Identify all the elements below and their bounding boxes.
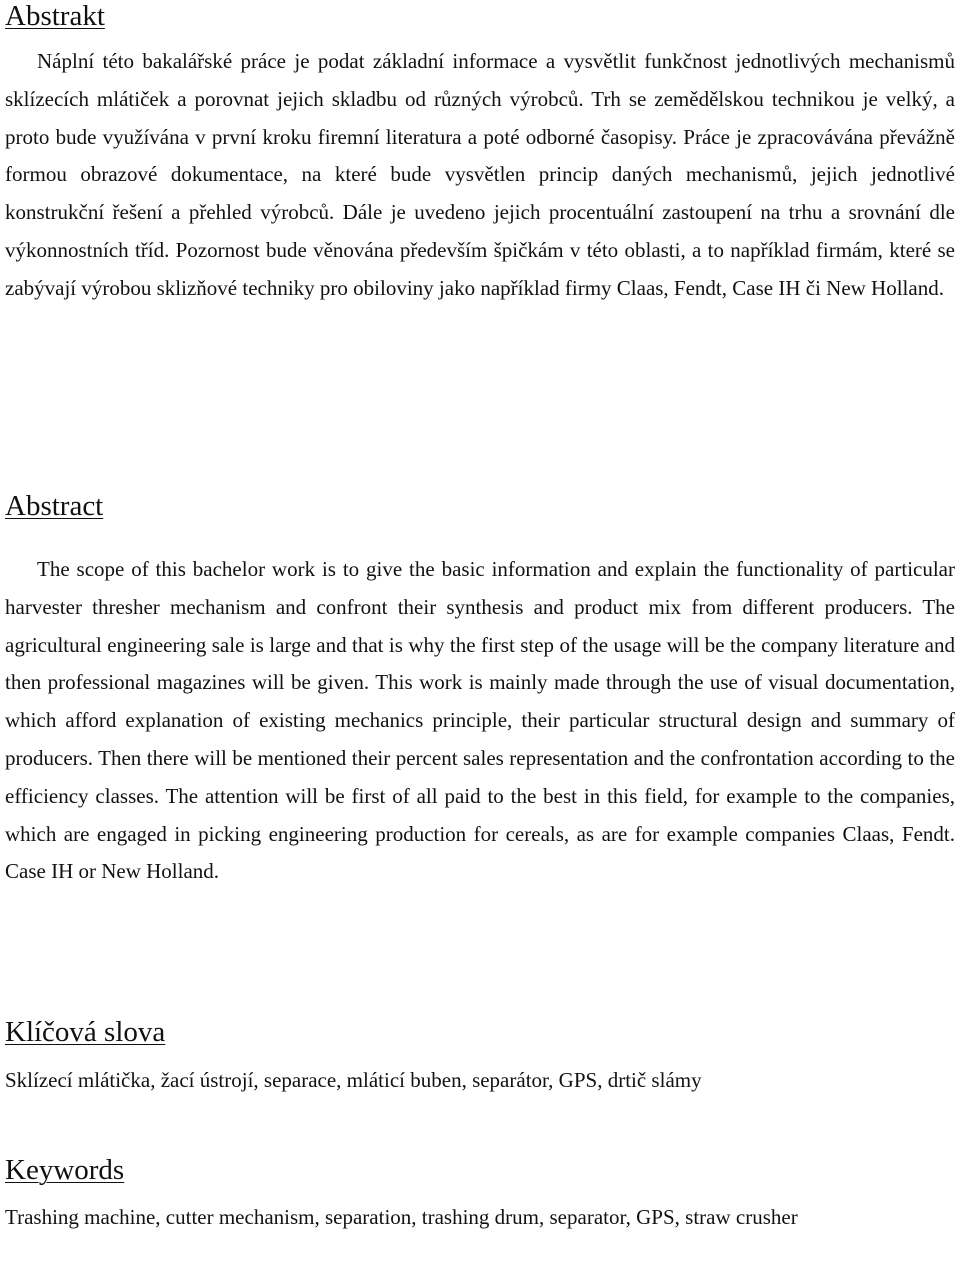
klicova-slova-section xyxy=(5,1016,955,1100)
klicova-slova-text: Sklízecí mlátička, žací ústrojí, separace, mláticí buben, separátor, GPS, drtič slámy xyxy=(5,1068,702,1092)
abstrakt-heading: Abstrakt xyxy=(5,0,105,32)
abstract-heading: Abstract xyxy=(5,490,104,522)
keywords-text: Trashing machine, cutter mechanism, separation, trashing drum, separator, GPS, straw crusher xyxy=(5,1205,798,1229)
klicova-slova-heading: Klíčová slova xyxy=(5,1016,166,1048)
abstrakt-paragraph: Náplní této bakalářské práce je podat základní informace a vysvětlit funkčnost jednotlivých mechanismů sklízecích mlátiček a porovnat jejich skladbu od různých výrobců. Trh se zemědělskou technikou je velký, a proto bude využívána v první kroku firemní literatura a poté odborné časopisy. Práce je zpracovávána převážně formou obrazové dokumentace, na které bude vysvětlen princip daných mechanismů, jejich jednotlivé konstrukční řešení a přehled výrobců. Dále je uvedeno jejich procentuální zastoupení na trhu a srovnání dle výkonnostních tříd. Pozornost bude věnována především špičkám v této oblasti, a to například firmám, které se zabývají výrobou sklizňové techniky pro obiloviny jako například firmy Claas, Fendt, Case IH či New Holland. xyxy=(5,49,955,300)
abstract-paragraph: The scope of this bachelor work is to give the basic information and explain the functionality of particular harvester thresher mechanism and confront their synthesis and product mix from different producers. The agricultural engineering sale is large and that is why the first step of the usage will be the company literature and then professional magazines will be given. This work is mainly made through the use of visual documentation, which afford explanation of existing mechanics principle, their particular structural design and summary of producers. Then there will be mentioned their percent sales representation and the confrontation according to the efficiency classes. The attention will be first of all paid to the best in this field, for example to the companies, which are engaged in picking engineering production for cereals, as are for example companies Claas, Fendt. Case IH or New Holland. xyxy=(5,557,955,884)
keywords-section xyxy=(5,1154,955,1236)
abstract-section xyxy=(5,490,955,891)
keywords-heading: Keywords xyxy=(5,1154,125,1186)
abstrakt-section xyxy=(5,0,955,308)
